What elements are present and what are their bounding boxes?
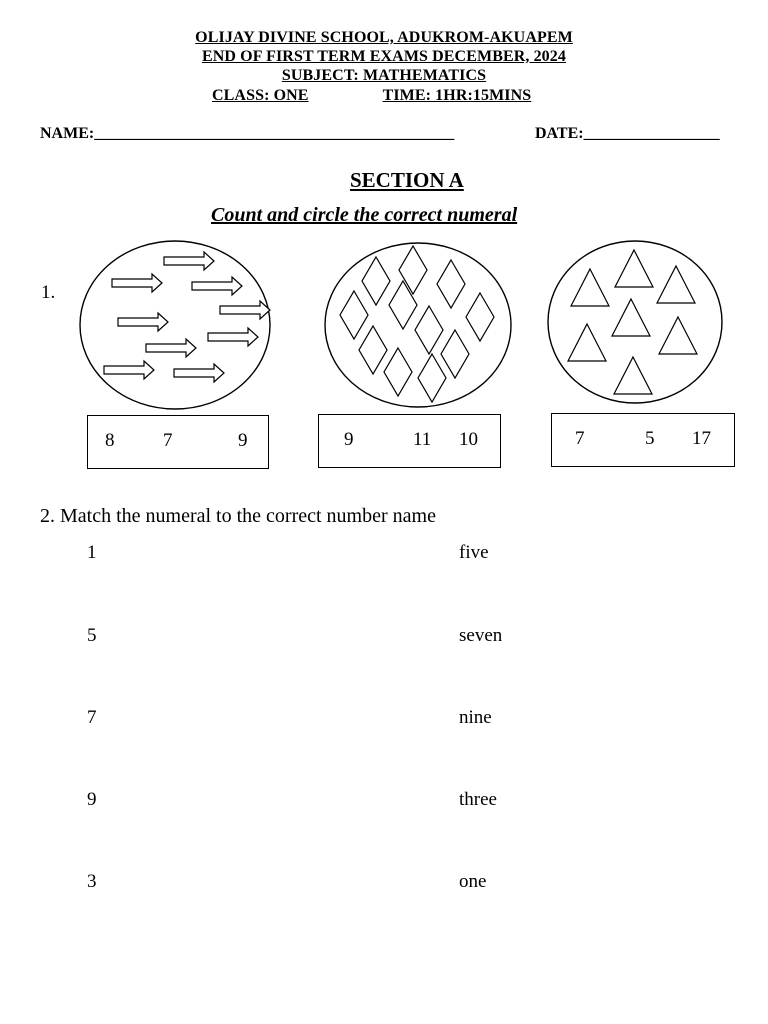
- match-numeral[interactable]: 9: [87, 789, 97, 810]
- arrow-icon: [220, 301, 270, 319]
- match-numeral[interactable]: 1: [87, 542, 97, 563]
- option-numeral[interactable]: 11: [413, 429, 432, 450]
- school-name: OLIJAY DIVINE SCHOOL, ADUKROM-AKUAPEM: [195, 29, 573, 46]
- diamond-icon: [359, 326, 387, 374]
- arrow-icon: [192, 277, 242, 295]
- option-numeral[interactable]: 5: [645, 428, 655, 449]
- diamond-icon: [466, 293, 494, 341]
- arrow-icon: [104, 361, 154, 379]
- triangle-icon: [612, 299, 650, 336]
- arrow-icon: [164, 252, 214, 270]
- section-title: SECTION A: [350, 168, 464, 192]
- triangle-icon: [571, 269, 609, 306]
- name-field[interactable]: NAME:_____________________________________________: [40, 125, 455, 142]
- arrow-icon: [174, 364, 224, 382]
- triangle-icon: [614, 357, 652, 394]
- triangle-icon: [657, 266, 695, 303]
- match-numeral[interactable]: 3: [87, 871, 97, 892]
- time-label: TIME: 1HR:15MINS: [382, 87, 532, 104]
- question-1-number: 1.: [41, 282, 56, 303]
- option-numeral[interactable]: 9: [238, 430, 248, 451]
- triangle-group: [548, 241, 722, 403]
- question-2-title: 2. Match the numeral to the correct number name: [40, 505, 436, 527]
- match-number-name[interactable]: five: [459, 542, 489, 563]
- arrow-icon: [146, 339, 196, 357]
- diamond-icon: [384, 348, 412, 396]
- diamond-icon: [441, 330, 469, 378]
- match-numeral[interactable]: 5: [87, 625, 97, 646]
- diamond-icon: [418, 354, 446, 402]
- triangle-icon: [659, 317, 697, 354]
- instruction: Count and circle the correct numeral: [211, 204, 518, 226]
- date-field[interactable]: DATE:_________________: [535, 125, 720, 142]
- diamond-group: [325, 243, 511, 407]
- answer-options-1: [87, 415, 269, 469]
- arrow-icon: [112, 274, 162, 292]
- answer-options-3: [551, 413, 735, 467]
- exam-title: END OF FIRST TERM EXAMS DECEMBER, 2024: [202, 48, 566, 65]
- match-number-name[interactable]: nine: [459, 707, 492, 728]
- option-numeral[interactable]: 9: [344, 429, 354, 450]
- option-numeral[interactable]: 8: [105, 430, 115, 451]
- subject-line: SUBJECT: MATHEMATICS: [281, 67, 487, 84]
- arrow-icon: [208, 328, 258, 346]
- triangle-icon: [615, 250, 653, 287]
- match-numeral[interactable]: 7: [87, 707, 97, 728]
- match-number-name[interactable]: three: [459, 789, 497, 810]
- option-numeral[interactable]: 17: [692, 428, 711, 449]
- match-number-name[interactable]: seven: [459, 625, 503, 646]
- option-numeral[interactable]: 7: [575, 428, 585, 449]
- diamond-icon: [362, 257, 390, 305]
- class-label: CLASS: ONE: [212, 87, 309, 104]
- counting-groups: [0, 230, 768, 420]
- arrow-icon: [118, 313, 168, 331]
- diamond-icon: [415, 306, 443, 354]
- option-numeral[interactable]: 7: [163, 430, 173, 451]
- option-numeral[interactable]: 10: [459, 429, 478, 450]
- diamond-icon: [340, 291, 368, 339]
- arrow-group: [80, 241, 270, 409]
- triangle-icon: [568, 324, 606, 361]
- match-number-name[interactable]: one: [459, 871, 487, 892]
- name-date-row: [40, 124, 740, 144]
- diamond-icon: [437, 260, 465, 308]
- class-time-line: [212, 86, 531, 106]
- answer-options-2: [318, 414, 501, 468]
